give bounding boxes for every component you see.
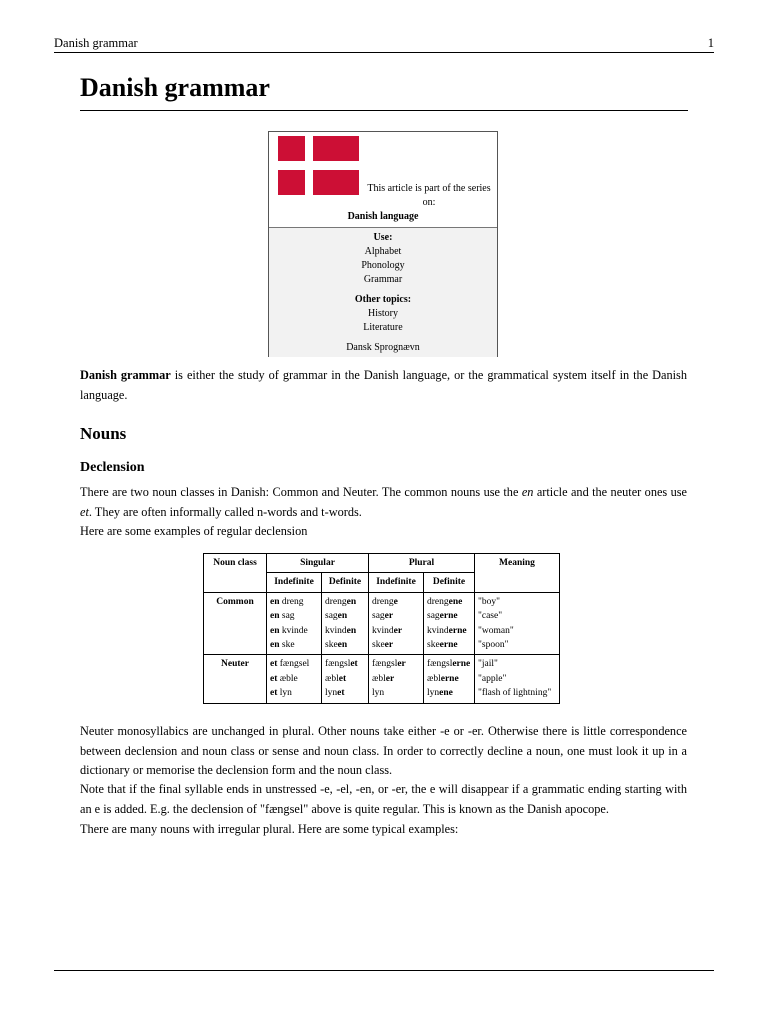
- paragraph-irregular-intro: There are many nouns with irregular plural. Here are some typical examples:: [80, 822, 459, 836]
- col-sg-definite: Definite: [322, 573, 369, 592]
- paragraph-monosyllabics: Neuter monosyllabics are unchanged in plural. Other nouns take either -e or -er. Otherwise there is little correspondence between declension and noun class or sense and noun class. In order to correctly decline a noun, one must look it up in a dictionary or memorise the declension form and the noun class.: [80, 724, 687, 777]
- series-infobox: [268, 131, 498, 357]
- list-item: æblerne: [427, 673, 459, 684]
- heading-nouns: Nouns: [80, 424, 127, 443]
- list-item: skeer: [372, 640, 394, 651]
- footer-rule: [54, 970, 714, 971]
- list-item: sagerne: [427, 611, 458, 622]
- intro-bold-term: Danish grammar: [80, 368, 171, 382]
- cell-common-sg-def: [322, 592, 369, 655]
- list-item: en dreng: [270, 596, 304, 607]
- col-meaning: Meaning: [475, 554, 560, 593]
- infobox-link-history[interactable]: History: [368, 308, 398, 319]
- declension-text-2: article and the neuter ones use: [533, 485, 687, 499]
- row-label-common: Common: [204, 592, 267, 655]
- list-item: sagen: [325, 611, 348, 622]
- list-item: æblet: [325, 673, 347, 684]
- list-item: en kvinde: [270, 625, 308, 636]
- declension-text-3: . They are often informally called n-words and t-words.: [88, 504, 362, 519]
- cell-common-meaning: [475, 592, 560, 655]
- list-item: fængslet: [325, 659, 358, 670]
- running-title: Danish grammar: [54, 36, 138, 50]
- use-heading: Use:: [373, 232, 393, 243]
- list-item: skeerne: [427, 640, 458, 651]
- danish-flag-icon: [278, 136, 360, 196]
- list-item: et fængsel: [270, 659, 310, 670]
- list-item: sager: [372, 611, 394, 622]
- table-header-row: [204, 554, 560, 573]
- other-topics-heading: Other topics:: [354, 294, 412, 305]
- list-item: fængsler: [372, 659, 406, 670]
- col-sg-indefinite: Indefinite: [267, 573, 322, 592]
- list-item: lyn: [372, 688, 385, 699]
- col-singular: Singular: [267, 554, 369, 573]
- list-item: "boy": [478, 596, 501, 607]
- list-item: "woman": [478, 625, 514, 636]
- list-item: "case": [478, 611, 503, 622]
- list-item: en ske: [270, 640, 295, 651]
- list-item: "jail": [478, 659, 498, 670]
- article-en: en: [521, 485, 534, 499]
- list-item: skeen: [325, 640, 348, 651]
- series-link-danish-language[interactable]: Danish language: [347, 211, 419, 222]
- col-pl-indefinite: Indefinite: [369, 573, 424, 592]
- heading-declension: Declension: [80, 460, 145, 475]
- list-item: lynene: [427, 688, 453, 699]
- cell-common-pl-indef: [369, 592, 424, 655]
- series-text: This article is part of the series on:: [367, 183, 491, 208]
- list-item: kvinderne: [427, 625, 467, 636]
- declension-text-1: There are two noun classes in Danish: Common and Neuter. The common nouns use the: [80, 485, 522, 499]
- list-item: lynet: [325, 688, 345, 699]
- declension-table: [203, 553, 560, 704]
- page-number: 1: [707, 36, 714, 50]
- cell-common-pl-def: [424, 592, 475, 655]
- list-item: et lyn: [270, 688, 292, 699]
- col-plural: Plural: [369, 554, 475, 573]
- examples-intro: Here are some examples of regular declension: [80, 524, 308, 538]
- infobox-link-phonology[interactable]: Phonology: [361, 260, 405, 271]
- article-et: et: [80, 504, 89, 519]
- cell-neuter-meaning: [475, 655, 560, 703]
- page-title: Danish grammar: [80, 70, 688, 111]
- cell-neuter-pl-indef: [369, 655, 424, 703]
- list-item: drengen: [325, 596, 357, 607]
- list-item: æbler: [372, 673, 395, 684]
- running-header: [54, 36, 714, 53]
- cell-neuter-pl-def: [424, 655, 475, 703]
- list-item: "apple": [478, 673, 507, 684]
- infobox-link-grammar[interactable]: Grammar: [363, 274, 403, 285]
- list-item: fængslerne: [427, 659, 471, 670]
- paragraph-apocope-note: Note that if the final syllable ends in unstressed -e, -el, -en, or -er, the e will disappear if a grammatic ending starting with an e is added. E.g. the declension of "fængsel" above is quite regular. This is known as the Danish apocope.: [80, 782, 687, 816]
- infobox-top: [269, 132, 497, 228]
- intro-paragraph: [80, 366, 687, 405]
- infobox-link-alphabet[interactable]: Alphabet: [364, 246, 402, 257]
- list-item: "spoon": [478, 640, 509, 651]
- table-row-neuter: [204, 655, 560, 703]
- list-item: kvinder: [372, 625, 403, 636]
- cell-neuter-sg-indef: [267, 655, 322, 703]
- cell-neuter-sg-def: [322, 655, 369, 703]
- list-item: en sag: [270, 611, 295, 622]
- intro-text: is either the study of grammar in the Danish language, or the grammatical system itself in the Danish language.: [80, 368, 687, 402]
- infobox-link-dansk-sprognaevn[interactable]: Dansk Sprognævn: [346, 342, 420, 353]
- row-label-neuter: Neuter: [204, 655, 267, 703]
- list-item: kvinden: [325, 625, 357, 636]
- list-item: et æble: [270, 673, 298, 684]
- declension-paragraph: [80, 483, 687, 522]
- list-item: drenge: [372, 596, 398, 607]
- list-item: "flash of lightning": [478, 688, 552, 699]
- table-row-common: [204, 592, 560, 655]
- infobox-link-literature[interactable]: Literature: [363, 322, 403, 333]
- col-noun-class: Noun class: [204, 554, 267, 593]
- list-item: drengene: [427, 596, 463, 607]
- infobox-links-panel: [269, 227, 497, 357]
- col-pl-definite: Definite: [424, 573, 475, 592]
- cell-common-sg-indef: [267, 592, 322, 655]
